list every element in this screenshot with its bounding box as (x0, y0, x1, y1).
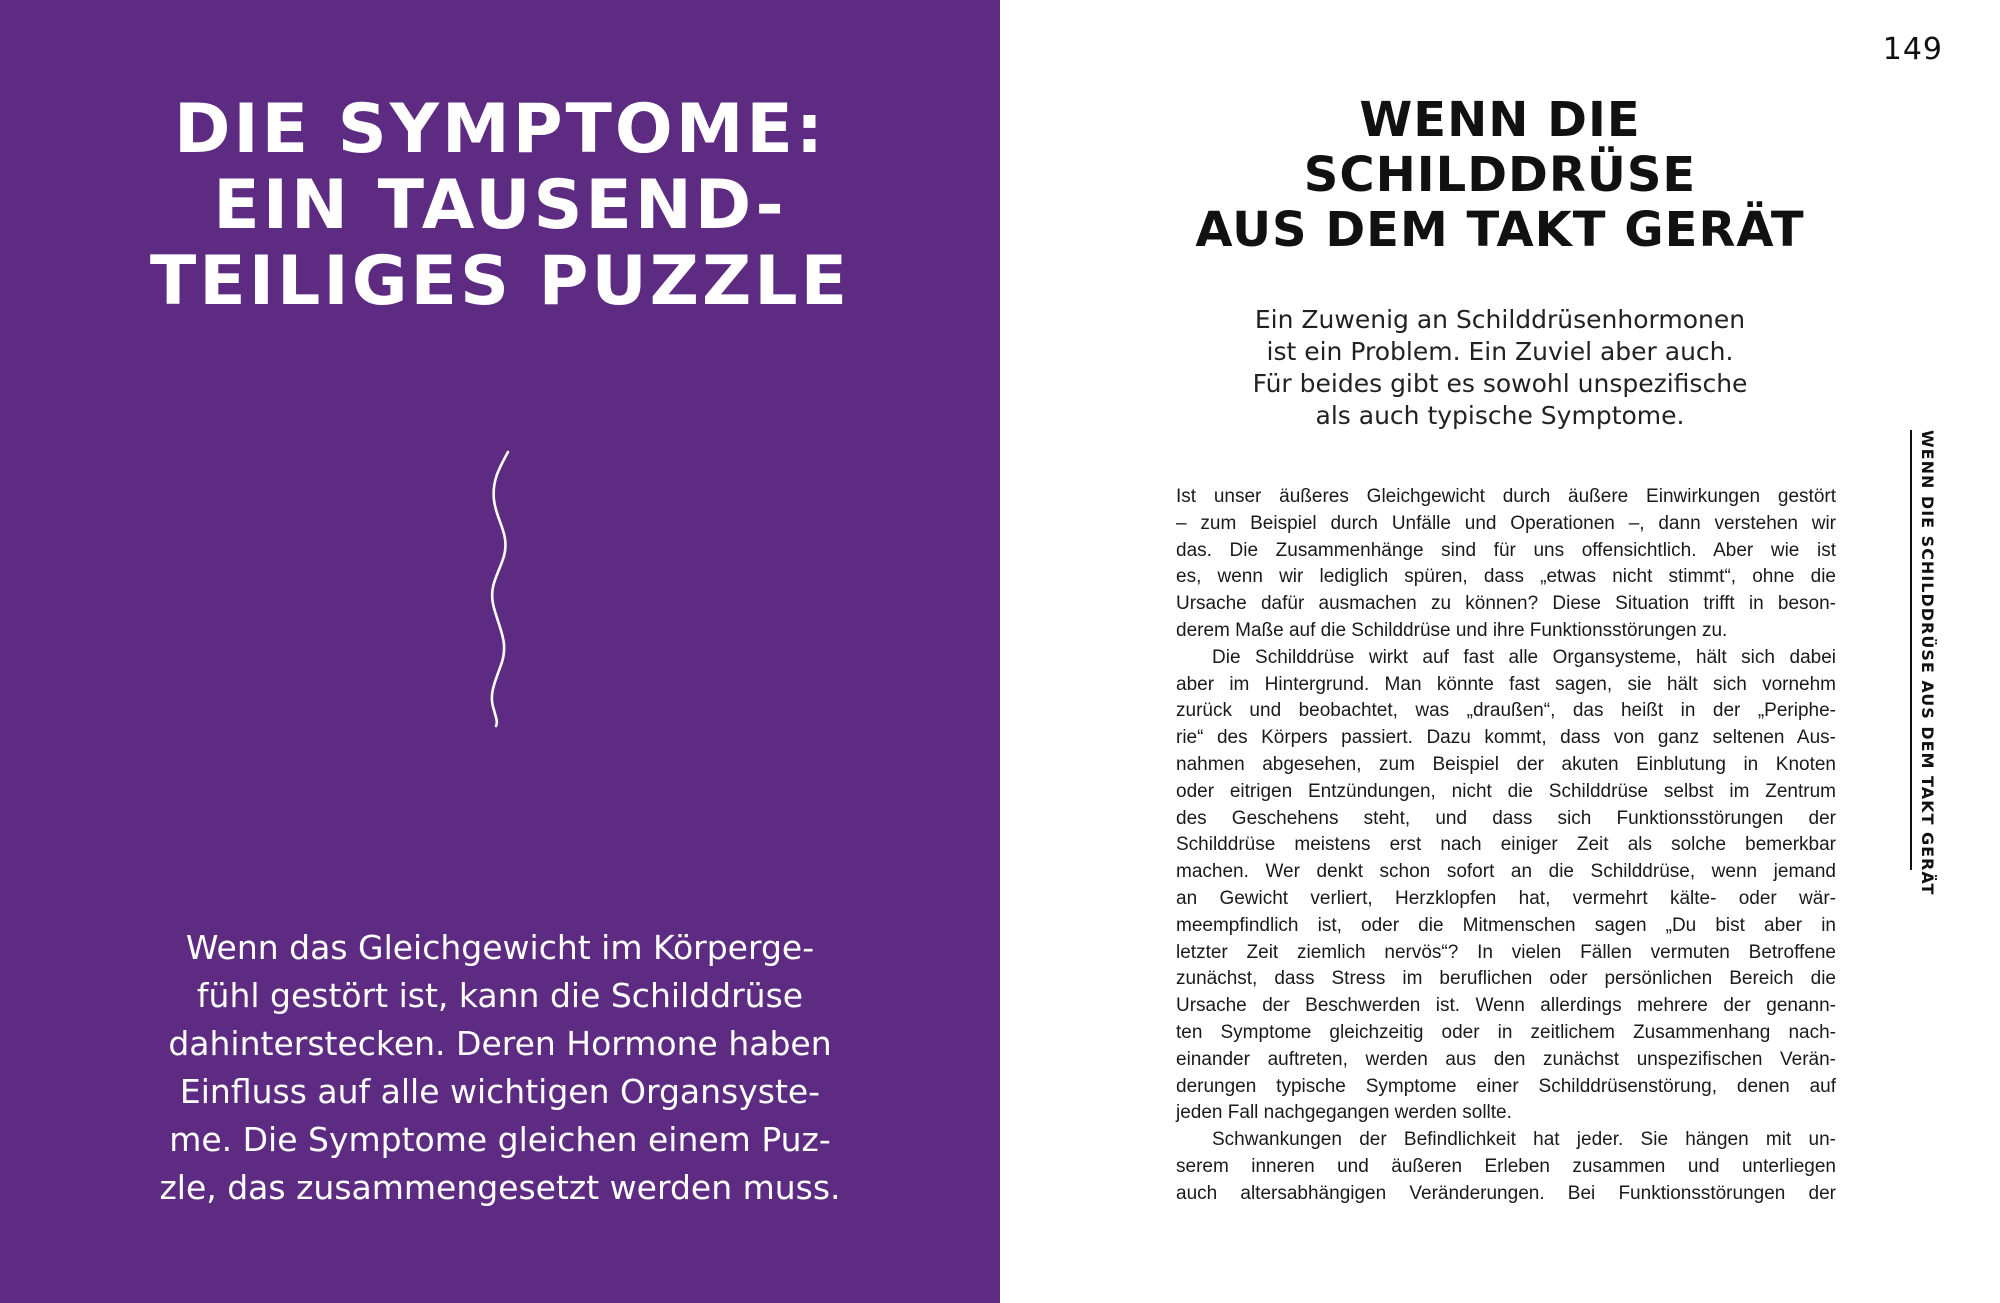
body-line: Ist unser äußeres Gleichgewicht durch äußere Einwirkungen gestört (1176, 486, 1836, 507)
body-line: einander auftreten, werden aus den zunächst unspezifischen Verän- (1176, 1048, 1836, 1070)
body-line: Schilddrüse meistens erst nach einiger Zeit als solche bemerkbar (1176, 834, 1836, 856)
body-line: Ursache der Beschwerden ist. Wenn allerdings mehrere der genann- (1176, 995, 1836, 1017)
body-line: aber im Hintergrund. Man könnte fast sagen, sie hält sich vornehm (1176, 673, 1836, 695)
chapter-title-line: TEILIGES PUZZLE (149, 242, 851, 321)
section-lead-line: Für beides gibt es sowohl unspezifische (1252, 369, 1748, 398)
section-lead (1000, 304, 2000, 432)
body-line: Schwankungen der Befindlichkeit hat jeder. Sie hängen mit un- (1212, 1129, 1836, 1151)
section-title-line: AUS DEM TAKT GERÄT (1195, 202, 1805, 258)
chapter-title-line: EIN TAUSEND- (213, 166, 787, 245)
body-line: serem inneren und äußeren Erleben zusammen und unterliegen (1176, 1155, 1836, 1177)
section-title-line: SCHILDDRÜSE (1303, 147, 1697, 203)
body-line: derungen typische Symptome einer Schilddrüsenstörung, denen auf (1176, 1075, 1836, 1097)
body-line: derem Maße auf die Schilddrüse und ihre Funktionsstörungen zu. (1176, 619, 1728, 641)
body-line: Ursache dafür ausmachen zu können? Diese Situation trifft in beson- (1176, 593, 1836, 615)
right-page (1000, 0, 2000, 1303)
chapter-intro-line: Einfluss auf alle wichtigen Organsyste- (179, 1072, 821, 1111)
chapter-title-line: DIE SYMPTOME: (173, 90, 827, 169)
squiggle-line-icon (470, 448, 530, 728)
body-line: des Geschehens steht, und dass sich Funktionsstörungen der (1176, 807, 1836, 829)
body-line: zurück und beobachtet, was „draußen“, das heißt in der „Periphe- (1176, 700, 1836, 722)
body-line: es, wenn wir lediglich spüren, dass „etwas nicht stimmt“, ohne die (1176, 566, 1836, 588)
body-line: meempfindlich ist, oder die Mitmenschen sagen „Du bist aber in (1176, 914, 1836, 936)
section-title-line: WENN DIE (1359, 92, 1641, 148)
body-line: das. Die Zusammenhänge sind für uns offensichtlich. Aber wie ist (1176, 539, 1836, 561)
body-line: nahmen abgesehen, zum Beispiel der akuten Einblutung in Knoten (1176, 753, 1836, 775)
body-line: – zum Beispiel durch Unfälle und Operationen –, dann verstehen wir (1176, 512, 1836, 534)
chapter-intro-line: fühl gestört ist, kann die Schilddrüse (196, 976, 804, 1015)
section-title (1000, 93, 2000, 258)
body-line: oder eitrigen Entzündungen, nicht die Schilddrüse selbst im Zentrum (1176, 780, 1836, 802)
chapter-intro-line: zle, das zusammengesetzt werden muss. (159, 1168, 841, 1207)
body-line: zunächst, dass Stress im beruflichen oder persönlichen Bereich die (1176, 968, 1836, 990)
body-text (1176, 484, 1836, 1208)
body-line: Die Schilddrüse wirkt auf fast alle Organsysteme, hält sich dabei (1212, 646, 1836, 668)
side-tab-label: WENN DIE SCHILDDRÜSE AUS DEM TAKT GERÄT (1910, 430, 1937, 870)
body-line: auch altersabhängigen Veränderungen. Bei Funktionsstörungen der (1176, 1182, 1836, 1204)
body-line: rie“ des Körpers passiert. Dazu kommt, dass von ganz seltenen Aus- (1176, 727, 1836, 749)
chapter-intro (0, 924, 1000, 1212)
body-line: an Gewicht verliert, Herzklopfen hat, vermehrt kälte- oder wär- (1176, 887, 1836, 909)
body-line: ten Symptome gleichzeitig oder in zeitlichem Zusammenhang nach- (1176, 1021, 1836, 1043)
chapter-intro-line: dahinterstecken. Deren Hormone haben (168, 1024, 832, 1063)
chapter-intro-line: Wenn das Gleichgewicht im Körperge- (185, 928, 815, 967)
section-lead-line: ist ein Problem. Ein Zuviel aber auch. (1266, 337, 1734, 366)
chapter-intro-line: me. Die Symptome gleichen einem Puz- (169, 1120, 831, 1159)
side-tab (1910, 430, 1950, 896)
page-number: 149 (1882, 32, 1943, 67)
body-line: machen. Wer denkt schon sofort an die Schilddrüse, wenn jemand (1176, 861, 1836, 883)
body-line: jeden Fall nachgegangen werden sollte. (1176, 1102, 1512, 1124)
body-line: letzter Zeit ziemlich nervös“? In vielen Fällen vermuten Betroffene (1176, 941, 1836, 963)
section-lead-line: Ein Zuwenig an Schilddrüsenhormonen (1254, 305, 1746, 334)
chapter-title (0, 92, 1000, 320)
section-lead-line: als auch typische Symptome. (1315, 401, 1685, 430)
